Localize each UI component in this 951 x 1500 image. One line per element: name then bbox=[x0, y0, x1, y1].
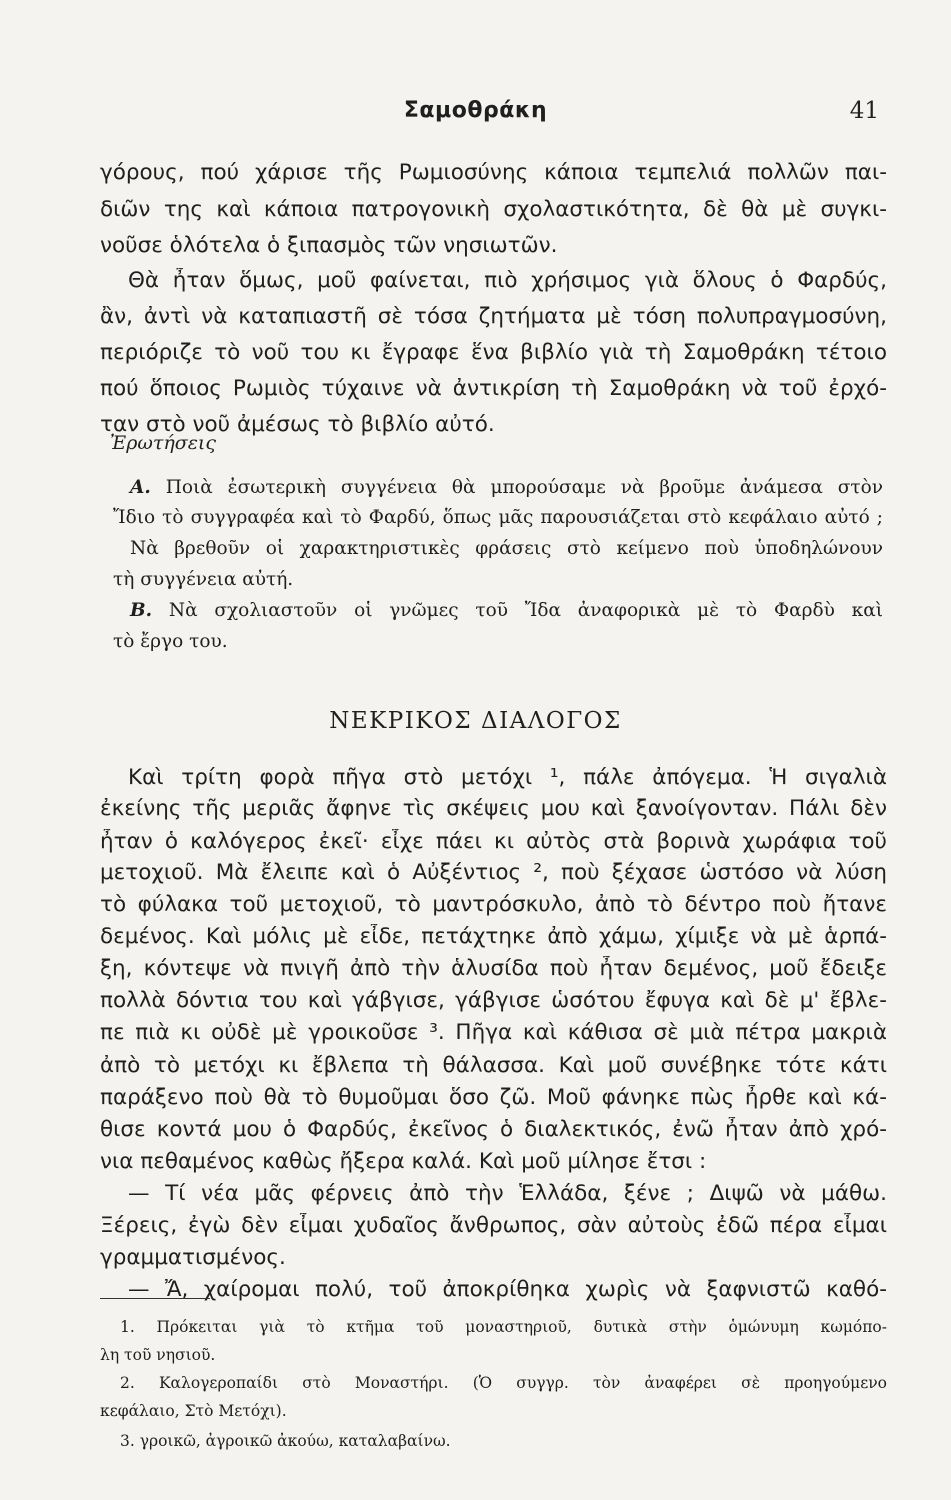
footnote-rule bbox=[100, 1298, 210, 1299]
question-b-text: Νὰ σχολιαστοῦν οἱ γνῶμες τοῦ Ἴδα ἀναφορικὰ μὲ τὸ Φαρδὺ καὶ bbox=[168, 600, 883, 621]
text-line: δεμένος. Καὶ μόλις μὲ εἶδε, πετάχτηκε ἀπὸ χάμω, χίμιξε νὰ μὲ ἁρπά- bbox=[100, 924, 887, 949]
footnote-line: 2. Καλογεροπαίδι στὸ Μοναστήρι. (Ὁ συγγρ. τὸν ἀναφέρει σὲ προηγούμενο bbox=[120, 1374, 887, 1392]
page-number: 41 bbox=[849, 98, 879, 124]
text-line: πού ὅποιος Ρωμιὸς τύχαινε νὰ ἀντικρίση τὴ Σαμοθράκη νὰ τοῦ ἐρχό- bbox=[100, 376, 887, 401]
text-line: πολλὰ δόντια του καὶ γάβγισε, γάβγισε ὡσότου ἔφυγα καὶ δὲ μ' ἔβλε- bbox=[100, 988, 887, 1013]
text-line: ἂν, ἀντὶ νὰ καταπιαστῆ σὲ τόσα ζητήματα μὲ τόση πολυπραγμοσύνη, bbox=[100, 304, 887, 329]
text-line: Θὰ ἦταν ὅμως, μοῦ φαίνεται, πιὸ χρήσιμος γιὰ ὅλους ὁ Φαρδύς, bbox=[128, 268, 887, 293]
text-line: ξη, κόντεψε νὰ πνιγῆ ἀπὸ τὴν ἁλυσίδα ποὺ ἦταν δεμένος, μοῦ ἔδειξε bbox=[100, 956, 887, 981]
question-line: τὴ συγγένεια αὐτή. bbox=[113, 569, 294, 590]
running-title: Σαμοθράκη bbox=[403, 98, 548, 123]
text-line: νια πεθαμένος καθὼς ἤξερα καλά. Καὶ μοῦ μίλησε ἔτσι : bbox=[100, 1149, 707, 1174]
text-line: ταν στὸ νοῦ ἀμέσως τὸ βιβλίο αὐτό. bbox=[100, 412, 495, 437]
text-line: μετοχιοῦ. Μὰ ἔλειπε καὶ ὁ Αὐξέντιος ², ποὺ ξέχασε ὡστόσο νὰ λύση bbox=[100, 860, 887, 885]
text-line: πε πιὰ κι οὐδὲ μὲ γροικοῦσε ³. Πῆγα καὶ κάθισα σὲ μιὰ πέτρα μακριὰ bbox=[100, 1020, 887, 1045]
footnote-line: 3. γροικῶ, ἀγροικῶ ἀκούω, καταλαβαίνω. bbox=[120, 1432, 451, 1450]
footnote-line: 1. Πρόκειται γιὰ τὸ κτῆμα τοῦ μοναστηριοῦ, δυτικὰ στὴν ὁμώνυμη κωμόπο- bbox=[120, 1318, 887, 1336]
text-line: ἦταν ὁ καλόγερος ἐκεῖ· εἶχε πάει κι αὐτὸς στὰ βορινὰ χωράφια τοῦ bbox=[100, 829, 887, 854]
text-line: ἀπὸ τὸ μετόχι κι ἔβλεπα τὴ θάλασσα. Καὶ μοῦ συνέβηκε τότε κάτι bbox=[100, 1053, 887, 1078]
question-b-label: Β. bbox=[130, 600, 153, 621]
text-line: Ξέρεις, ἐγὼ δὲν εἶμαι χυδαῖος ἄνθρωπος, σὰν αὐτοὺς ἐδῶ πέρα εἶμαι bbox=[100, 1213, 887, 1238]
footnote-line: λη τοῦ νησιοῦ. bbox=[100, 1346, 216, 1364]
text-line: Καὶ τρίτη φορὰ πῆγα στὸ μετόχι ¹, πάλε ἀπόγεμα. Ἡ σιγαλιὰ bbox=[128, 765, 887, 790]
text-line: γόρους, πού χάρισε τῆς Ρωμιοσύνης κάποια τεμπελιά πολλῶν παι- bbox=[100, 160, 887, 185]
question-line: Νὰ βρεθοῦν οἱ χαρακτηριστικὲς φράσεις στὸ κείμενο ποὺ ὑποδηλώνουν bbox=[130, 538, 883, 559]
text-line: γραμματισμένος. bbox=[100, 1245, 286, 1270]
text-line: περιόριζε τὸ νοῦ του κι ἔγραφε ἕνα βιβλίο γιὰ τὴ Σαμοθράκη τέτοιο bbox=[100, 340, 887, 365]
question-line: τὸ ἔργο του. bbox=[113, 631, 228, 652]
text-line: παράξενο ποὺ θὰ τὸ θυμοῦμαι ὅσο ζῶ. Μοῦ φάνηκε πὼς ἦρθε καὶ κά- bbox=[100, 1085, 887, 1110]
text-line: τὸ φύλακα τοῦ μετοχιοῦ, τὸ μαντρόσκυλο, ἀπὸ τὸ δέντρο ποὺ ἤτανε bbox=[100, 892, 887, 917]
text-line: θισε κοντά μου ὁ Φαρδύς, ἐκεῖνος ὁ διαλεκτικός, ἐνῶ ἦταν ἀπὸ χρό- bbox=[100, 1117, 887, 1142]
questions-heading: Ἐρωτήσεις bbox=[110, 432, 217, 454]
section-title: ΝΕΚΡΙΚΟΣ ΔΙΑΛΟΓΟΣ bbox=[329, 708, 622, 734]
question-a-line bbox=[0, 477, 951, 498]
question-a-label: Α. bbox=[130, 477, 151, 498]
footnote-line: κεφάλαιο, Στὸ Μετόχι). bbox=[100, 1402, 287, 1420]
text-line: ἐκείνης τῆς μεριᾶς ἄφηνε τὶς σκέψεις μου καὶ ξανοίγονταν. Πάλι δὲν bbox=[100, 796, 887, 821]
text-line: νοῦσε ὁλότελα ὁ ξιπασμὸς τῶν νησιωτῶν. bbox=[100, 233, 558, 258]
question-line: Ἴδιο τὸ συγγραφέα καὶ τὸ Φαρδύ, ὅπως μᾶς παρουσιάζεται στὸ κεφάλαιο αὐτό ; bbox=[113, 507, 883, 528]
question-b-line bbox=[0, 600, 951, 621]
text-line: — Τί νέα μᾶς φέρνεις ἀπὸ τὴν Ἑλλάδα, ξένε ; Διψῶ νὰ μάθω. bbox=[128, 1181, 887, 1206]
question-a-text: Ποιὰ ἐσωτερικὴ συγγένεια θὰ μπορούσαμε νὰ βροῦμε ἀνάμεσα στὸν bbox=[165, 477, 883, 498]
text-line: διῶν της καὶ κάποια πατρογονικὴ σχολαστικότητα, δὲ θὰ μὲ συγκι- bbox=[100, 197, 887, 222]
text-line: — Ἄ, χαίρομαι πολύ, τοῦ ἀποκρίθηκα χωρὶς νὰ ξαφνιστῶ καθό- bbox=[128, 1277, 887, 1302]
